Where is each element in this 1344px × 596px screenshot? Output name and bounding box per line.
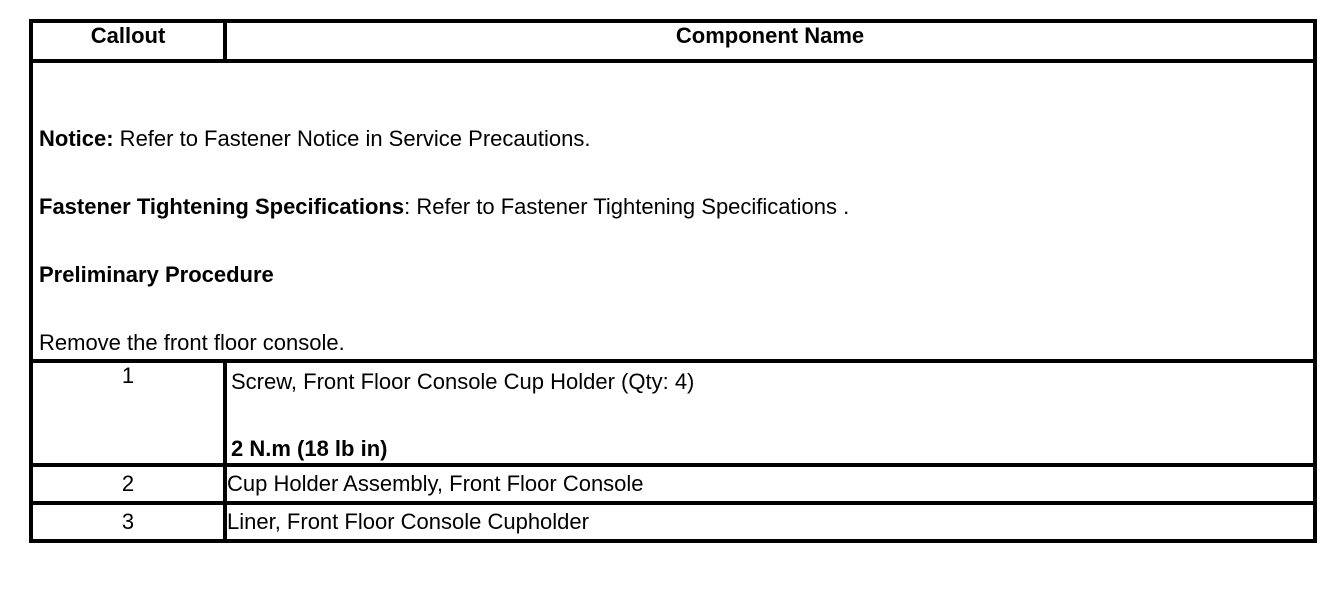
notice-label: Notice: [39, 126, 114, 151]
callout-cell: 3 [31, 503, 225, 541]
intro-cell [31, 61, 1315, 361]
component-table [29, 19, 1317, 543]
component-name-header: Component Name [225, 21, 1315, 61]
component-name: Screw, Front Floor Console Cup Holder (Qty: 4) [231, 369, 695, 394]
remove-console-step: Remove the front floor console. [39, 330, 345, 355]
component-name-cell: Cup Holder Assembly, Front Floor Console [225, 465, 1315, 503]
callout-cell: 1 [31, 361, 225, 465]
intro-row [31, 61, 1315, 361]
table-row [31, 465, 1315, 503]
callout-cell: 2 [31, 465, 225, 503]
callout-header: Callout [31, 21, 225, 61]
fastener-label: Fastener Tightening Specifications [39, 194, 405, 219]
preliminary-procedure-heading: Preliminary Procedure [39, 262, 274, 287]
table-row [31, 503, 1315, 541]
header-row [31, 21, 1315, 61]
notice-paragraph [39, 126, 590, 152]
component-name-cell [225, 361, 1315, 465]
component-name-cell: Liner, Front Floor Console Cupholder [225, 503, 1315, 541]
notice-text: Refer to Fastener Notice in Service Precautions. [113, 126, 591, 151]
torque-spec: 2 N.m (18 lb in) [231, 436, 388, 461]
table-row [31, 361, 1315, 465]
fastener-text: : Refer to Fastener Tightening Specifications . [404, 194, 850, 219]
fastener-paragraph [39, 194, 849, 220]
